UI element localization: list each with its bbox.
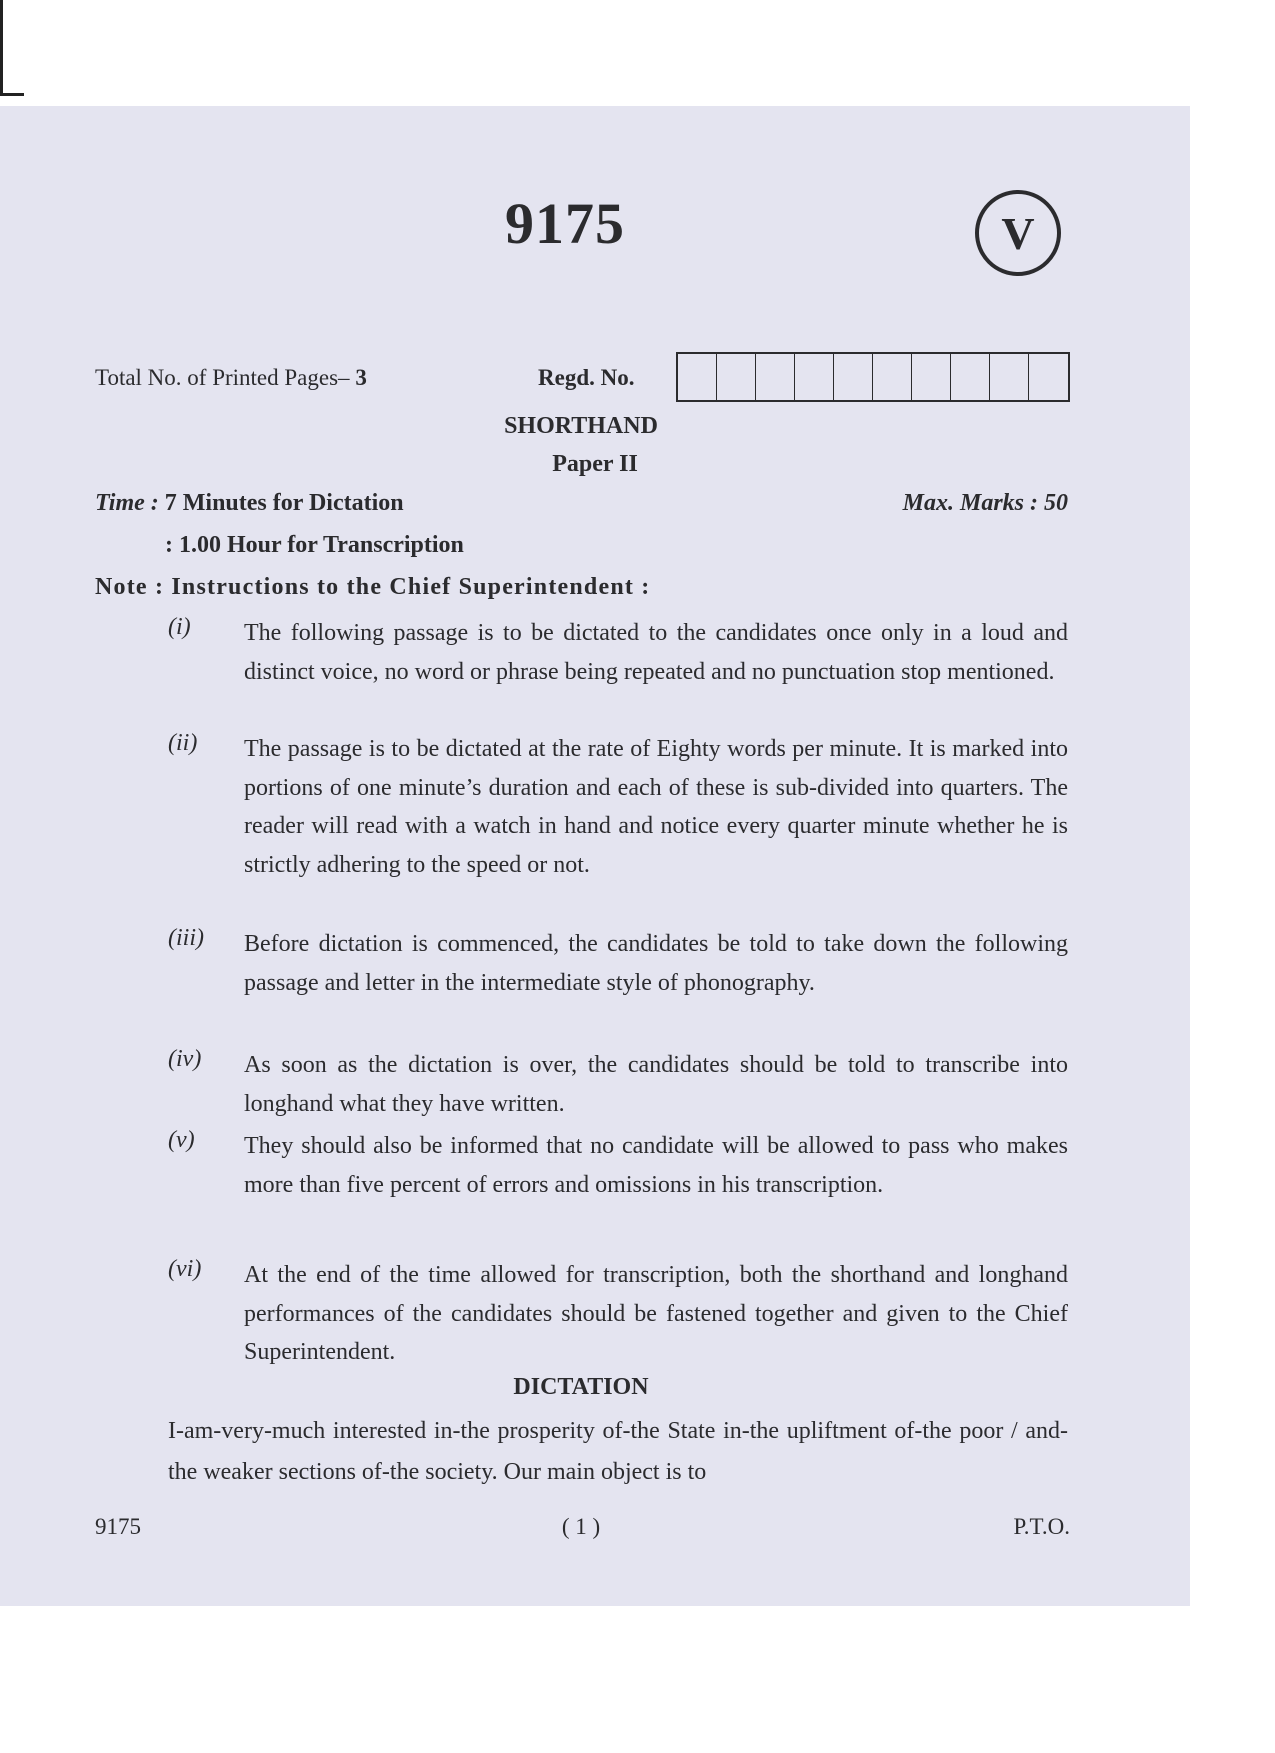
max-marks-value: 50 — [1044, 490, 1068, 516]
dictation-passage: I-am-very-much interested in-the prosperity of-the State in-the upliftment of-the poor / and-the weaker sections of-the society. Our main object is to — [168, 1418, 1068, 1485]
regd-no-box[interactable] — [756, 354, 795, 400]
instruction-number: (vi) — [168, 1256, 202, 1282]
dictation-heading: DICTATION — [513, 1374, 649, 1400]
pto-label: P.T.O. — [1013, 1514, 1070, 1539]
scan-edge-line — [0, 0, 3, 95]
instruction-number: (iii) — [168, 925, 204, 951]
regd-no-box[interactable] — [1029, 354, 1068, 400]
total-pages-value: 3 — [355, 365, 367, 390]
instruction-text: At the end of the time allowed for transcription, both the shorthand and longhand performances of the candidates should be fastened together and given to the Chief Superintendent. — [244, 1262, 1068, 1365]
instruction-number: (v) — [168, 1127, 195, 1153]
time-dictation-line — [95, 490, 404, 517]
instruction-number: (iv) — [168, 1046, 202, 1072]
regd-no-boxes[interactable] — [676, 352, 1070, 402]
regd-no-box[interactable] — [912, 354, 951, 400]
scan-edge-line — [0, 93, 24, 96]
paper-number: Paper II — [552, 451, 638, 477]
instruction-text: The passage is to be dictated at the rate of Eighty words per minute. It is marked into portions of one minute’s duration and each of these is sub-divided into quarters. The reader will read with a watch in hand and notice every quarter minute whether he is strictly adhering to the speed or not. — [244, 736, 1068, 878]
instruction-number: (i) — [168, 614, 191, 640]
regd-no-box[interactable] — [951, 354, 990, 400]
dictation-time: 7 Minutes for Dictation — [164, 490, 404, 516]
regd-no-box[interactable] — [834, 354, 873, 400]
note-heading: Note : Instructions to the Chief Superintendent : — [95, 574, 651, 600]
instruction-text: They should also be informed that no candidate will be allowed to pass who makes more than five percent of errors and omissions in his transcription. — [244, 1133, 1068, 1198]
regd-no-box[interactable] — [717, 354, 756, 400]
regd-no-box[interactable] — [795, 354, 834, 400]
instruction-text: Before dictation is commenced, the candidates be told to take down the following passage and letter in the intermediate style of phonography. — [244, 931, 1068, 996]
instruction-number: (ii) — [168, 730, 198, 756]
subject-title: SHORTHAND — [504, 413, 658, 439]
total-pages-label — [95, 365, 367, 391]
time-label: Time : — [95, 490, 159, 516]
max-marks-label: Max. Marks : — [902, 490, 1038, 516]
transcription-time: : 1.00 Hour for Transcription — [165, 532, 464, 558]
regd-no-box[interactable] — [873, 354, 912, 400]
version-badge: V — [975, 190, 1061, 276]
regd-no-box[interactable] — [990, 354, 1029, 400]
instruction-text: As soon as the dictation is over, the candidates should be told to transcribe into longhand what they have written. — [244, 1052, 1068, 1117]
instruction-text: The following passage is to be dictated to the candidates once only in a loud and distinct voice, no word or phrase being repeated and no punctuation stop mentioned. — [244, 620, 1068, 685]
max-marks-line — [903, 490, 1068, 517]
paper-code: 9175 — [505, 191, 625, 256]
page-number: ( 1 ) — [561, 1514, 601, 1539]
total-pages-text: Total No. of Printed Pages– — [95, 365, 350, 390]
regd-no-box[interactable] — [678, 354, 717, 400]
regd-no-label: Regd. No. — [538, 365, 635, 390]
footer-paper-code: 9175 — [95, 1514, 141, 1539]
